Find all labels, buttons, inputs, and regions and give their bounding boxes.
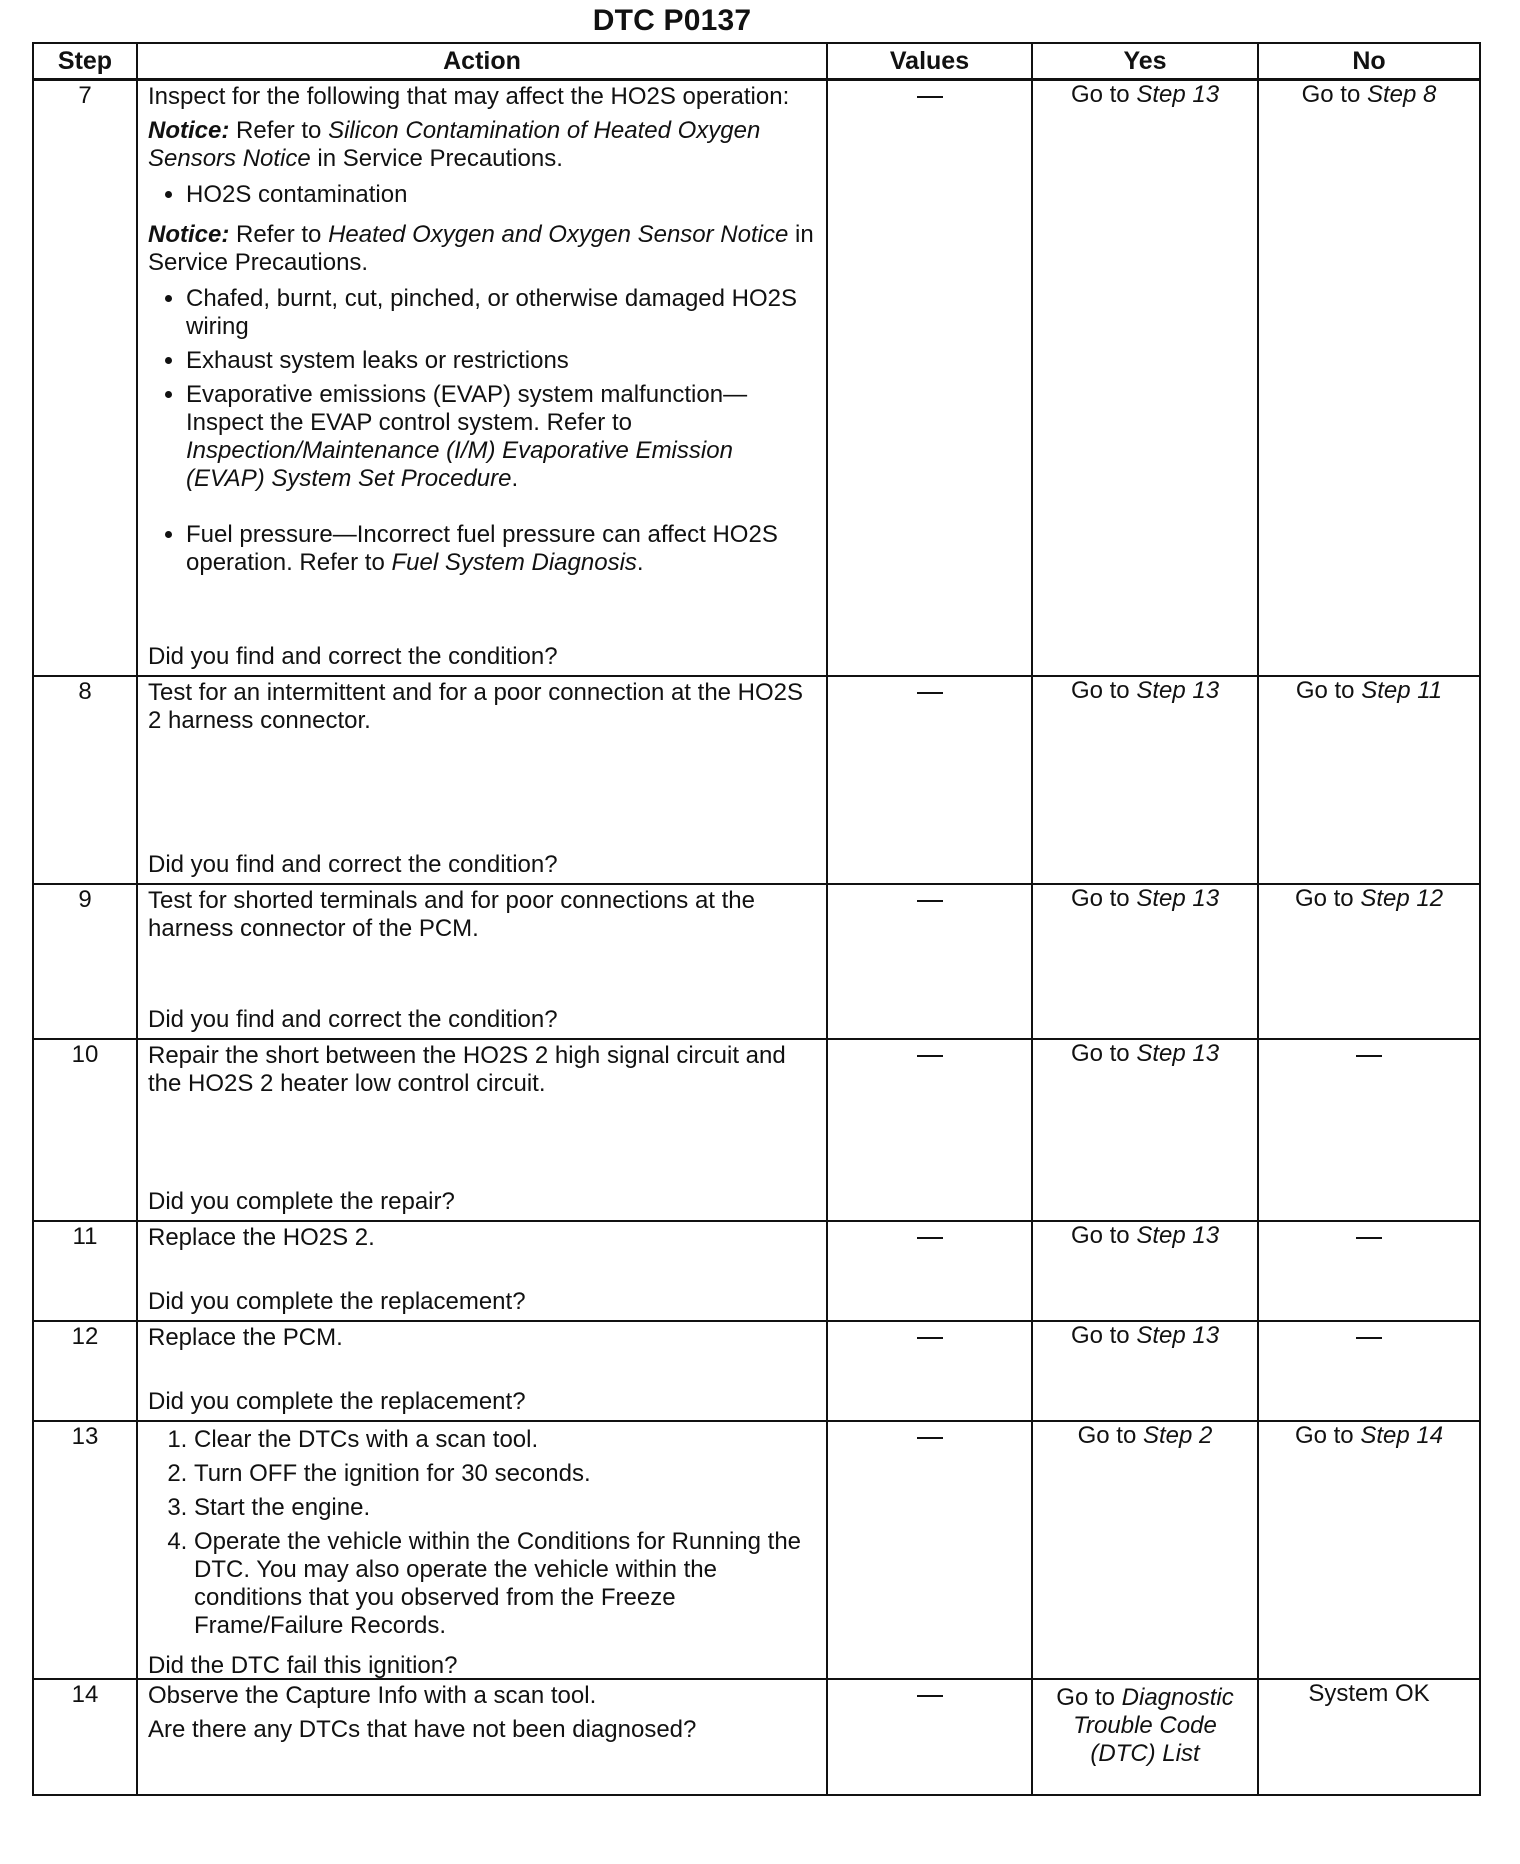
action-cell <box>137 884 827 1039</box>
action-cell <box>137 1421 827 1679</box>
no-step-link[interactable]: Step 8 <box>1366 81 1437 108</box>
step-number: 7 <box>33 80 137 677</box>
yes-step-link[interactable]: Step 13 <box>1136 1322 1220 1349</box>
dash-mark <box>1356 1337 1382 1339</box>
yes-cell: Go to Step 13 <box>1032 1321 1258 1421</box>
yes-step-link[interactable]: Step 13 <box>1136 1222 1220 1249</box>
values-cell <box>827 1221 1032 1321</box>
yes-step-link[interactable]: Step 13 <box>1136 677 1220 704</box>
list-item: • Chafed, burnt, cut, pinched, or otherwise damaged HO2S wiring <box>186 285 816 341</box>
no-cell: Go to Step 11 <box>1258 676 1480 884</box>
yes-cell: Go to Step 13 <box>1032 884 1258 1039</box>
document-title: DTC P0137 <box>592 4 752 37</box>
no-cell <box>1258 1039 1480 1221</box>
table-row-step-12 <box>33 1321 1480 1421</box>
action-question: Did you find and correct the condition? <box>148 1006 558 1033</box>
dash-mark <box>917 1055 943 1057</box>
action-cell <box>137 1679 827 1795</box>
notice-2: Notice: Refer to Heated Oxygen and Oxygen Sensor Notice in Service Precautions. <box>148 221 814 276</box>
fuel-diagnosis-link[interactable]: Fuel System Diagnosis <box>391 549 637 576</box>
no-cell: Go to Step 8 <box>1258 80 1480 677</box>
yes-step-link[interactable]: Step 2 <box>1142 1422 1213 1449</box>
step-number: 8 <box>33 676 137 884</box>
step-number: 10 <box>33 1039 137 1221</box>
list-item: • Fuel pressure—Incorrect fuel pressure can affect HO2S operation. Refer to Fuel System Diagnosis. <box>186 521 816 577</box>
action-question: Did you complete the replacement? <box>148 1288 526 1315</box>
inspection-list-a <box>148 181 816 215</box>
action-text: Repair the short between the HO2S 2 high signal circuit and the HO2S 2 heater low control circuit. <box>148 1042 786 1097</box>
table-row-step-13 <box>33 1421 1480 1679</box>
list-item: • HO2S contamination <box>186 181 816 209</box>
no-cell: Go to Step 14 <box>1258 1421 1480 1679</box>
action-text: Observe the Capture Info with a scan tool. <box>148 1682 597 1709</box>
yes-cell: Go to Step 13 <box>1032 80 1258 677</box>
inspection-list-b <box>148 285 816 583</box>
action-text: Test for shorted terminals and for poor connections at the harness connector of the PCM. <box>148 887 755 942</box>
action-question: Did you find and correct the condition? <box>148 643 558 670</box>
action-question: Did you complete the repair? <box>148 1188 455 1215</box>
action-text: Replace the HO2S 2. <box>148 1224 375 1251</box>
no-step-link[interactable]: Step 14 <box>1360 1422 1444 1449</box>
notice-1: Notice: Refer to Silicon Contamination of Heated Oxygen Sensors Notice in Service Precautions. <box>148 117 761 172</box>
no-step-link[interactable]: Step 12 <box>1360 885 1444 912</box>
no-step-link[interactable]: Step 11 <box>1361 677 1443 704</box>
action-question: Are there any DTCs that have not been diagnosed? <box>148 1716 697 1743</box>
column-header-values: Values <box>827 43 1032 80</box>
notice-reference-link[interactable]: Heated Oxygen and Oxygen Sensor Notice <box>328 221 789 248</box>
action-text: Test for an intermittent and for a poor connection at the HO2S 2 harness connector. <box>148 679 804 734</box>
column-header-no: No <box>1258 43 1480 80</box>
values-cell <box>827 1321 1032 1421</box>
yes-cell: Go to Step 13 <box>1032 1221 1258 1321</box>
step-number: 12 <box>33 1321 137 1421</box>
no-cell: Go to Step 12 <box>1258 884 1480 1039</box>
action-cell <box>137 1221 827 1321</box>
list-item: • Exhaust system leaks or restrictions <box>186 347 816 375</box>
list-item: • Evaporative emissions (EVAP) system malfunction—Inspect the EVAP control system. Refer to Inspection/Maintenance (I/M) Evaporative Emission (EVAP) System Set Procedure. <box>186 381 816 515</box>
values-cell <box>827 1039 1032 1221</box>
values-cell <box>827 676 1032 884</box>
column-header-step: Step <box>33 43 137 80</box>
dash-mark <box>917 900 943 902</box>
table-row-step-14 <box>33 1679 1480 1795</box>
table-row-step-7 <box>33 80 1480 677</box>
values-cell <box>827 80 1032 677</box>
dtc-table <box>32 42 1481 1796</box>
no-cell <box>1258 1321 1480 1421</box>
list-item: 2. Turn OFF the ignition for 30 seconds. <box>194 1460 816 1488</box>
action-text: Replace the PCM. <box>148 1324 343 1351</box>
dtc-list-link[interactable]: Diagnostic Trouble Code (DTC) List <box>1073 1684 1234 1767</box>
dash-mark <box>917 1437 943 1439</box>
list-item: 3. Start the engine. <box>194 1494 816 1522</box>
values-cell <box>827 884 1032 1039</box>
list-item: 4. Operate the vehicle within the Conditions for Running the DTC. You may also operate the vehicle within the conditions that you observed from the Freeze Frame/Failure Records. <box>194 1528 816 1640</box>
yes-step-link[interactable]: Step 13 <box>1136 885 1220 912</box>
no-cell: System OK <box>1258 1679 1480 1795</box>
dash-mark <box>917 1337 943 1339</box>
yes-cell: Go to Step 2 <box>1032 1421 1258 1679</box>
table-row-step-9 <box>33 884 1480 1039</box>
no-cell <box>1258 1221 1480 1321</box>
dash-mark <box>917 1237 943 1239</box>
evap-procedure-link[interactable]: Inspection/Maintenance (I/M) Evaporative Emission (EVAP) System Set Procedure <box>186 437 733 492</box>
action-cell <box>137 1039 827 1221</box>
yes-step-link[interactable]: Step 13 <box>1136 81 1220 108</box>
notice-label: Notice: <box>148 221 230 248</box>
procedure-list <box>148 1426 816 1646</box>
action-cell <box>137 676 827 884</box>
dash-mark <box>1356 1055 1382 1057</box>
yes-cell: Go to Step 13 <box>1032 1039 1258 1221</box>
list-item: 1. Clear the DTCs with a scan tool. <box>194 1426 816 1454</box>
yes-cell: Go to Step 13 <box>1032 676 1258 884</box>
action-question: Did you complete the replacement? <box>148 1388 526 1415</box>
notice-label: Notice: <box>148 117 230 144</box>
action-cell <box>137 80 827 677</box>
action-intro: Inspect for the following that may affect the HO2S operation: <box>148 83 790 110</box>
values-cell <box>827 1421 1032 1679</box>
dash-mark <box>917 1695 943 1697</box>
step-number: 9 <box>33 884 137 1039</box>
dash-mark <box>917 692 943 694</box>
table-row-step-10 <box>33 1039 1480 1221</box>
table-header-row <box>33 43 1480 80</box>
table-row-step-8 <box>33 676 1480 884</box>
notice-reference-link[interactable]: Silicon Contamination of Heated Oxygen Sensors Notice <box>148 117 761 172</box>
step-number: 11 <box>33 1221 137 1321</box>
action-question: Did you find and correct the condition? <box>148 851 558 878</box>
dash-mark <box>917 96 943 98</box>
action-question: Did the DTC fail this ignition? <box>148 1652 458 1679</box>
dash-mark <box>1356 1237 1382 1239</box>
yes-step-link[interactable]: Step 13 <box>1136 1040 1220 1067</box>
yes-cell: Go to Diagnostic Trouble Code (DTC) List <box>1032 1679 1258 1795</box>
step-number: 13 <box>33 1421 137 1679</box>
column-header-action: Action <box>137 43 827 80</box>
column-header-yes: Yes <box>1032 43 1258 80</box>
step-number: 14 <box>33 1679 137 1795</box>
table-row-step-11 <box>33 1221 1480 1321</box>
action-cell <box>137 1321 827 1421</box>
values-cell <box>827 1679 1032 1795</box>
